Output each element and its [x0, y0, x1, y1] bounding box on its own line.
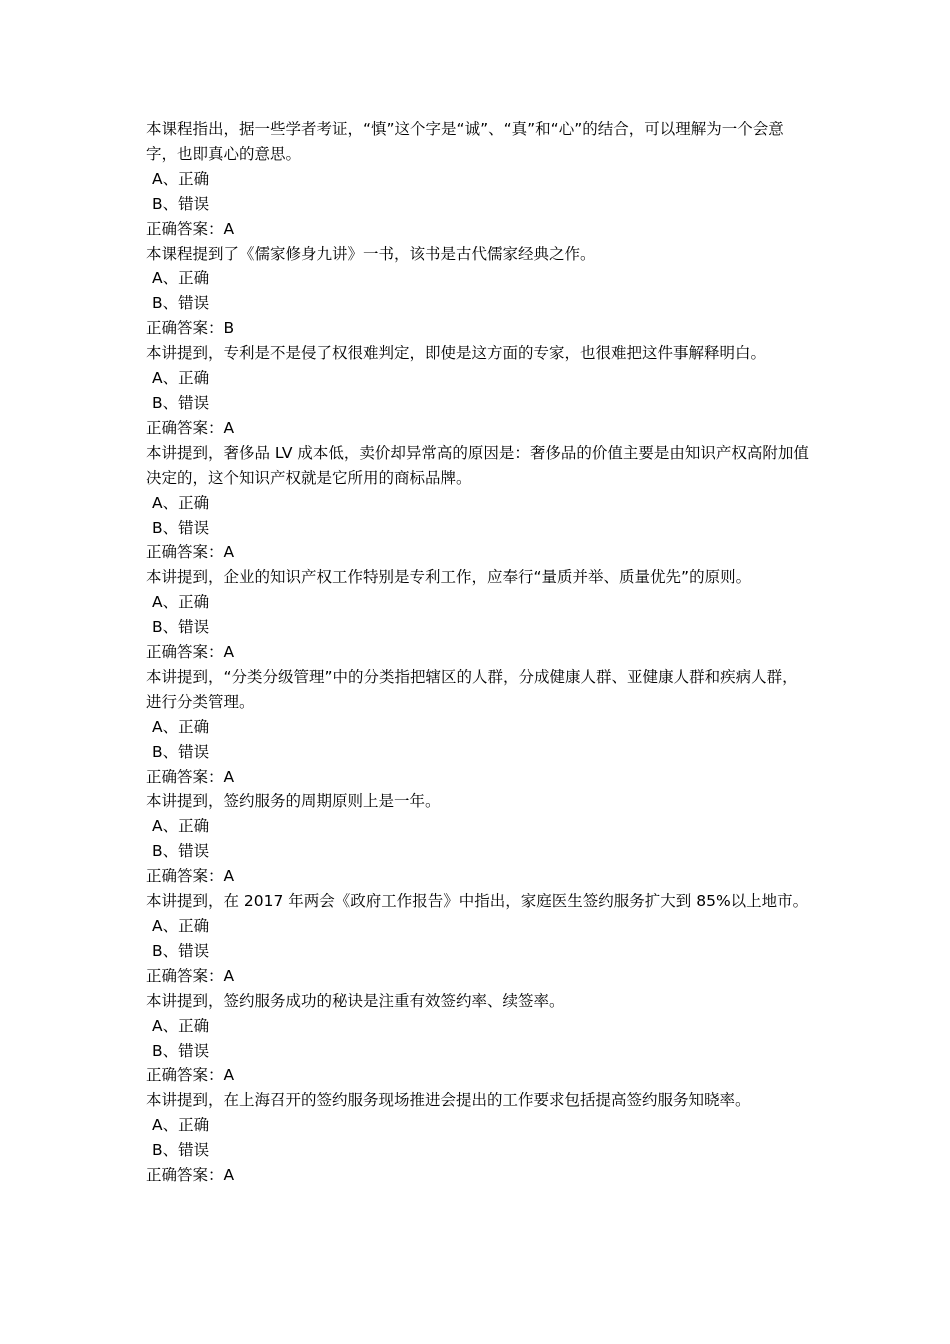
correct-answer: 正确答案：A	[146, 219, 235, 238]
question	[146, 789, 810, 889]
question	[146, 889, 810, 989]
option-a: A、正确	[152, 593, 210, 612]
question	[146, 665, 810, 790]
question	[146, 1088, 810, 1188]
question-text: 本讲提到，企业的知识产权工作特别是专利工作，应奉行“量质并举、质量优先”的原则。	[146, 568, 752, 587]
question-text: 本课程指出，据一些学者考证，“慎”这个字是“诚”、“真”和“心”的结合，可以理解为一个会意字，也即真心的意思。	[146, 120, 784, 163]
option-a: A、正确	[152, 917, 210, 935]
option-b: B、错误	[152, 618, 210, 637]
question-text: 本讲提到，奢侈品 LV 成本低，卖价却异常高的原因是：奢侈品的价值主要是由知识产权高附加值决定的，这个知识产权就是它所用的商标品牌。	[146, 443, 809, 487]
question-text: 本讲提到，签约服务的周期原则上是一年。	[146, 792, 441, 811]
question-text: 本课程提到了《儒家修身九讲》一书，该书是古代儒家经典之作。	[146, 244, 596, 263]
option-a: A、正确	[152, 493, 210, 512]
correct-answer: 正确答案：A	[146, 867, 235, 886]
option-a: A、正确	[152, 269, 210, 288]
option-b: B、错误	[152, 1041, 210, 1060]
option-b: B、错误	[152, 294, 210, 313]
option-a: A、正确	[152, 369, 210, 388]
option-a: A、正确	[152, 817, 210, 836]
question	[146, 441, 810, 566]
question	[146, 565, 810, 665]
correct-answer: 正确答案：A	[146, 1066, 235, 1085]
option-a: A、正确	[152, 1016, 210, 1035]
option-a: A、正确	[152, 1116, 210, 1135]
option-b: B、错误	[152, 742, 210, 761]
question	[146, 242, 810, 342]
correct-answer: 正确答案：A	[146, 418, 235, 437]
option-b: B、错误	[152, 194, 210, 213]
correct-answer: 正确答案：A	[146, 767, 235, 786]
question	[146, 117, 810, 242]
option-a: A、正确	[152, 169, 210, 188]
question-text: 本讲提到，在 2017 年两会《政府工作报告》中指出，家庭医生签约服务扩大到 85%以上地市。	[146, 892, 809, 911]
question-text: 本讲提到，在上海召开的签约服务现场推进会提出的工作要求包括提高签约服务知晓率。	[146, 1091, 751, 1110]
correct-answer: 正确答案：A	[146, 966, 235, 985]
correct-answer: 正确答案：B	[146, 319, 235, 338]
option-a: A、正确	[152, 717, 210, 736]
option-b: B、错误	[152, 393, 210, 412]
correct-answer: 正确答案：A	[146, 643, 235, 662]
option-b: B、错误	[152, 842, 210, 861]
document-body	[146, 117, 810, 1188]
correct-answer: 正确答案：A	[146, 1166, 235, 1185]
question-text: 本讲提到，“分类分级管理”中的分类指把辖区的人群，分成健康人群、亚健康人群和疾病人群，进行分类管理。	[146, 667, 798, 711]
correct-answer: 正确答案：A	[146, 543, 235, 562]
option-b: B、错误	[152, 1141, 210, 1160]
question-text: 本讲提到，专利是不是侵了权很难判定，即使是这方面的专家，也很难把这件事解释明白。	[146, 344, 767, 363]
question-text: 本讲提到，签约服务成功的秘诀是注重有效签约率、续签率。	[146, 991, 565, 1010]
option-b: B、错误	[152, 941, 210, 960]
question	[146, 989, 810, 1089]
question	[146, 341, 810, 441]
option-b: B、错误	[152, 518, 210, 537]
